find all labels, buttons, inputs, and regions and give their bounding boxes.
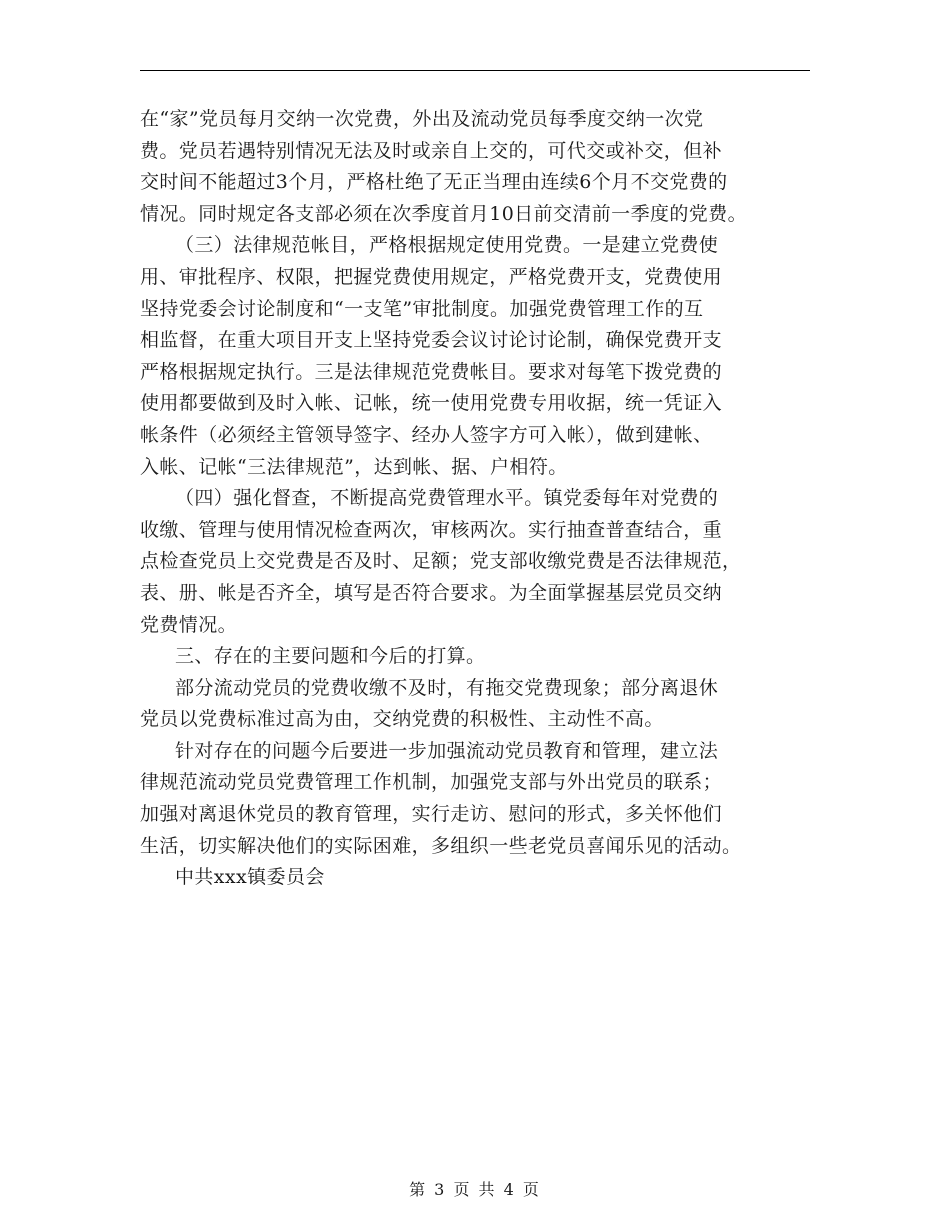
text-line: 生活，切实解决他们的实际困难，多组织一些老党员喜闻乐见的活动。 [140, 834, 742, 857]
text-line: 党费情况。 [140, 613, 238, 636]
text-line: 党员以党费标准过高为由，交纳党费的积极性、主动性不高。 [140, 708, 664, 731]
text-line: 加强对离退休党员的教育管理，实行走访、慰问的形式，多关怀他们 [140, 803, 723, 826]
text-line: 相监督，在重大项目开支上坚持党委会议讨论讨论制，确保党费开支 [140, 329, 723, 352]
text-line: 交时间不能超过3个月，严格杜绝了无正当理由连续6个月不交党费的 [140, 171, 728, 194]
text-line: 三、存在的主要问题和今后的打算。 [175, 645, 486, 668]
text-line: 使用都要做到及时入帐、记帐，统一使用党费专用收据，统一凭证入 [140, 392, 723, 415]
text-line: （三）法律规范帐目，严格根据规定使用党费。一是建立党费使 [175, 234, 719, 257]
text-line: 坚持党委会讨论制度和“一支笔”审批制度。加强党费管理工作的互 [140, 297, 704, 320]
text-line: 用、审批程序、权限，把握党费使用规定，严格党费开支，党费使用 [140, 265, 723, 288]
text-line: 帐条件（必须经主管领导签字、经办人签字方可入帐），做到建帐、 [140, 423, 713, 446]
text-line: （四）强化督查，不断提高党费管理水平。镇党委每年对党费的 [175, 487, 719, 510]
text-line: 中共xxx镇委员会 [175, 866, 325, 889]
text-line: 在“家”党员每月交纳一次党费，外出及流动党员每季度交纳一次党 [140, 108, 704, 130]
text-line: 费。党员若遇特别情况无法及时或亲自上交的，可代交或补交，但补 [140, 139, 723, 162]
text-line: 律规范流动党员党费管理工作机制，加强党支部与外出党员的联系； [140, 771, 723, 794]
text-line: 点检查党员上交党费是否及时、足额；党支部收缴党费是否法律规范， [140, 550, 742, 573]
text-line: 表、册、帐是否齐全，填写是否符合要求。为全面掌握基层党员交纳 [140, 581, 723, 604]
text-line: 入帐、记帐“三法律规范”，达到帐、据、户相符。 [140, 455, 568, 478]
page-number-footer: 第 3 页 共 4 页 [409, 1180, 541, 1199]
text-line: 部分流动党员的党费收缴不及时，有拖交党费现象；部分离退休 [175, 676, 719, 699]
text-line: 严格根据规定执行。三是法律规范党费帐目。要求对每笔下拨党费的 [140, 360, 723, 383]
document-body [140, 104, 820, 894]
text-line: 收缴、管理与使用情况检查两次，审核两次。实行抽查普查结合，重 [140, 518, 723, 541]
header-rule [140, 70, 810, 71]
text-line: 情况。同时规定各支部必须在次季度首月10日前交清前一季度的党费。 [140, 202, 747, 225]
text-line: 针对存在的问题今后要进一步加强流动党员教育和管理，建立法 [175, 739, 719, 762]
